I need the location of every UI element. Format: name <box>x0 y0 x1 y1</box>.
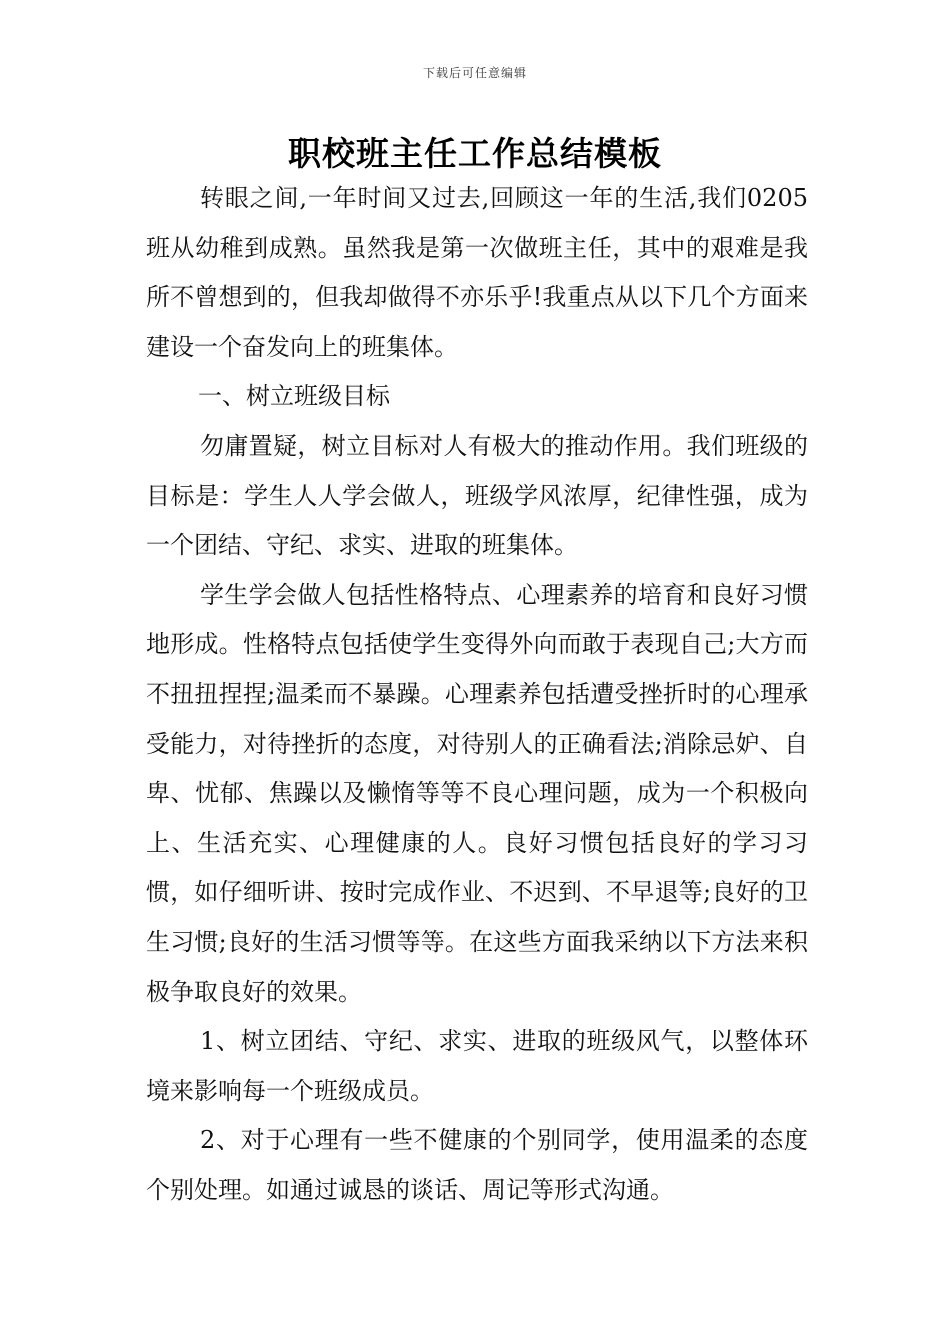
header-note: 下载后可任意编辑 <box>422 66 527 80</box>
character-paragraph: 学生学会做人包括性格特点、心理素养的培育和良好习惯地形成。性格特点包括使学生变得外向而敢于表现自己;大方而不扭扭捏捏;温柔而不暴躁。心理素养包括遭受挫折时的心理承受能力，对待挫折的态度，对待别人的正确看法;消除忌妒、自卑、忧郁、焦躁以及懒惰等等不良心理问题，成为一个积极向上、生活充实、心理健康的人。良好习惯包括良好的学习习惯，如仔细听讲、按时完成作业、不迟到、不早退等;良好的卫生习惯;良好的生活习惯等等。在这些方面我采纳以下方法来积极争取良好的效果。 <box>146 580 808 1006</box>
document-title: 职校班主任工作总结模板 <box>288 134 662 173</box>
goal-paragraph: 勿庸置疑，树立目标对人有极大的推动作用。我们班级的目标是：学生人人学会做人，班级学风浓厚，纪律性强，成为一个团结、守纪、求实、进取的班集体。 <box>146 431 808 560</box>
intro-paragraph: 转眼之间,一年时间又过去,回顾这一年的生活,我们0205班从幼稚到成熟。虽然我是第一次做班主任，其中的艰难是我所不曾想到的，但我却做得不亦乐乎!我重点从以下几个方面来建设一个奋发向上的班集体。 <box>146 184 808 361</box>
method-item-1: 1、树立团结、守纪、求实、进取的班级风气，以整体环境来影响每一个班级成员。 <box>146 1027 808 1105</box>
document-body <box>146 174 808 1215</box>
section-heading: 一、树立班级目标 <box>198 382 390 411</box>
method-item-2: 2、对于心理有一些不健康的个别同学，使用温柔的态度个别处理。如通过诚恳的谈话、周记等形式沟通。 <box>146 1126 808 1204</box>
